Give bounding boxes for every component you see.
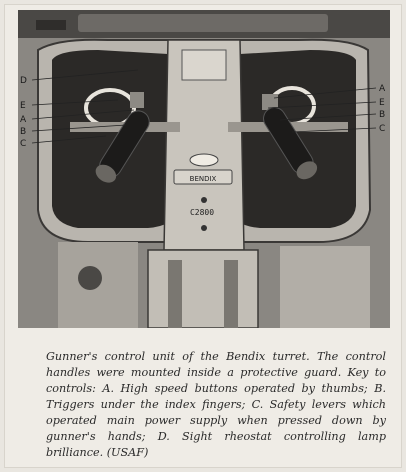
callout-left-2: E bbox=[20, 101, 26, 111]
photograph bbox=[18, 10, 390, 328]
plate-label-number: C2800 bbox=[189, 208, 215, 217]
callout-left-3: A bbox=[20, 115, 27, 125]
callout-right-2: E bbox=[379, 98, 385, 108]
callout-left-4: B bbox=[20, 127, 27, 137]
bendix-control-unit-photo bbox=[18, 10, 390, 328]
callout-left-1: D bbox=[20, 76, 27, 86]
callout-right-1: A bbox=[379, 84, 386, 94]
photo-caption: Gunner's control unit of the Bendix turret. The control handles were mounted inside a protective guard. Key to controls: A. High speed buttons operated by thumbs; B. Triggers under the index fingers; C. Safety levers which operated main power supply when pressed down by gunner's hands; D. Sight rheostat controlling lamp brilliance. (USAF) bbox=[46, 350, 386, 460]
callout-right-4: C bbox=[379, 124, 386, 134]
callout-left-5: C bbox=[20, 139, 27, 149]
plate-label-bendix: BENDIX bbox=[189, 175, 217, 183]
callout-right-3: B bbox=[379, 110, 386, 120]
